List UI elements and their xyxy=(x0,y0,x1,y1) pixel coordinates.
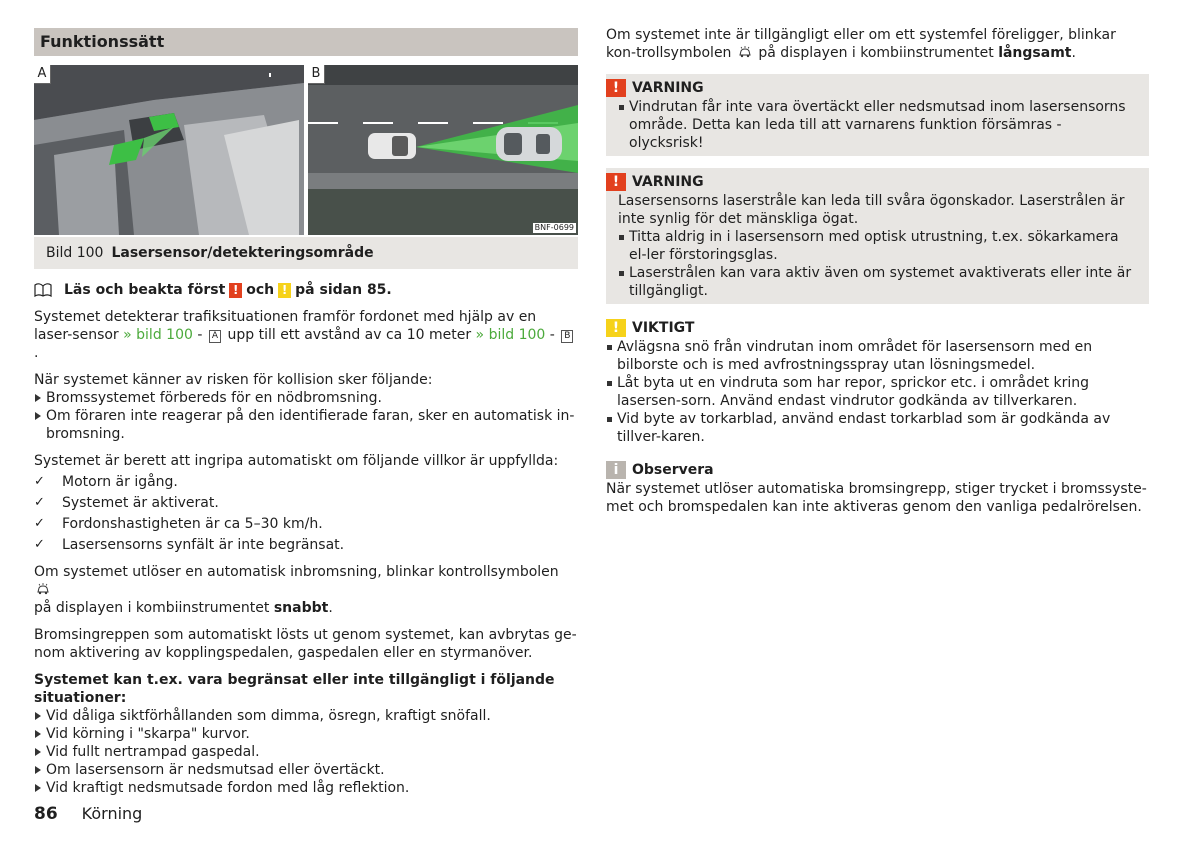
panel-label-a: A xyxy=(34,65,51,84)
check-icon: ✓ xyxy=(34,516,45,531)
list-item xyxy=(34,536,578,554)
p4-text-1: Om systemet utlöser en automatisk inbromsning, blinkar kontrollsymbolen xyxy=(34,564,559,580)
figure-caption xyxy=(34,237,578,269)
p4-bold: snabbt xyxy=(273,600,329,616)
list-item: Om föraren inte reagerar på den identifierade faran, sker en automatisk in-bromsning. xyxy=(34,407,578,443)
list-item: Titta aldrig in i lasersensorn med optisk utrustning, t.ex. sökarkamera el-ler förstoringsglas. xyxy=(618,228,1137,264)
list-item: Vindrutan får inte vara övertäckt eller nedsmutsad inom lasersensorns område. Detta kan leda till att varnarens funktion försämras - olycksrisk! xyxy=(618,98,1137,152)
read-first-note xyxy=(34,281,578,299)
note-header xyxy=(606,460,1149,480)
warning-lead: Lasersensorns laserstråle kan leda till svåra ögonskador. Laserstrålen är inte synlig för det mänskliga ögat. xyxy=(618,193,1125,227)
paragraph-slow-blink xyxy=(606,26,1149,62)
left-column xyxy=(34,28,578,797)
intro-bold: långsamt xyxy=(998,45,1072,61)
list-item: Bromssystemet förbereds för en nödbromsning. xyxy=(34,389,578,407)
important-list xyxy=(606,338,1149,446)
warning-header xyxy=(606,172,1137,192)
open-book-icon xyxy=(34,283,52,297)
intro-text-1: Om systemet inte är tillgängligt eller om ett systemfel föreligger, blinkar kon-trollsymbolen xyxy=(606,27,1116,61)
condition-text: Lasersensorns synfält är inte begränsat. xyxy=(62,537,345,553)
caption-title: Lasersensor/detekteringsområde xyxy=(111,245,374,261)
warning-list xyxy=(618,98,1137,152)
warning-box-1 xyxy=(606,74,1149,156)
list-item: Avlägsna snö från vindrutan inom området för lasersensorn med en bilborste och is med avfrostningsspray utan lösningsmedel. xyxy=(606,338,1149,374)
list-item: Om lasersensorn är nedsmutsad eller övertäckt. xyxy=(34,761,578,779)
detection-area-illustration xyxy=(308,65,578,235)
p4-text-3: . xyxy=(328,600,333,616)
list-item: Låt byta ut en vindruta som har repor, sprickor etc. i området kring lasersen-sorn. Använd endast vindrutor godkända av tillverkaren. xyxy=(606,374,1149,410)
key-label-b: B xyxy=(561,330,573,343)
check-icon: ✓ xyxy=(34,537,45,552)
important-icon: ! xyxy=(606,319,626,337)
intro-text-2: på displayen i kombiinstrumentet xyxy=(758,45,994,61)
warning-title: VARNING xyxy=(632,174,704,190)
warning-icon: ! xyxy=(606,173,626,191)
figure-code: BNF-0699 xyxy=(534,223,574,232)
list-item xyxy=(34,515,578,533)
check-icon: ✓ xyxy=(34,474,45,489)
caption-number: Bild 100 xyxy=(46,245,104,261)
chapter-name: Körning xyxy=(81,804,143,823)
figure-100 xyxy=(34,65,578,235)
list-item: Laserstrålen kan vara aktiv även om systemet avaktiverats eller inte är tillgängligt. xyxy=(618,264,1137,300)
paragraph-fast-blink xyxy=(34,563,578,617)
figure-link-2[interactable]: » bild 100 xyxy=(475,327,546,343)
key-label-a: A xyxy=(209,330,221,343)
warning-yellow-icon: ! xyxy=(278,283,291,298)
paragraph-detection xyxy=(34,308,578,362)
note-text: När systemet utlöser automatiska bromsingrepp, stiger trycket i bromssyste-met och bromspedalen kan inte aktiveras genom den vanliga pedalrörelsen. xyxy=(606,481,1147,515)
read-first-and: och xyxy=(246,282,275,298)
car-collision-warning-icon xyxy=(738,46,752,58)
list-item xyxy=(34,494,578,512)
condition-text: Fordonshastigheten är ca 5–30 km/h. xyxy=(62,516,323,532)
important-header xyxy=(606,318,1149,338)
info-icon: i xyxy=(606,461,626,479)
warning-red-icon: ! xyxy=(229,283,242,298)
warning-icon: ! xyxy=(606,79,626,97)
figure-panel-a xyxy=(34,65,304,235)
limitations-heading: Systemet kan t.ex. vara begränsat eller inte tillgängligt i följande situationer: xyxy=(34,672,555,706)
warning-header xyxy=(606,78,1137,98)
paragraph-collision-intro: När systemet känner av risken för kollision sker följande: xyxy=(34,372,433,388)
check-icon: ✓ xyxy=(34,495,45,510)
limitations-list xyxy=(34,707,578,797)
list-item: Vid körning i "skarpa" kurvor. xyxy=(34,725,578,743)
panel-label-b: B xyxy=(308,65,325,84)
intro-text-3: . xyxy=(1071,45,1076,61)
windshield-sensor-illustration xyxy=(34,65,304,235)
paragraph-conditions-intro: Systemet är berett att ingripa automatiskt om följande villkor är uppfyllda: xyxy=(34,453,559,469)
list-item: Vid byte av torkarblad, använd endast torkarblad som är godkända av tillver-karen. xyxy=(606,410,1149,446)
list-item: Vid kraftigt nedsmutsade fordon med låg reflektion. xyxy=(34,779,578,797)
warning-list xyxy=(618,228,1137,300)
paragraph-cancel-braking: Bromsingreppen som automatiskt lösts ut genom systemet, kan avbrytas ge-nom aktivering av kopplingspedalen, gaspedalen eller en styrmanöver. xyxy=(34,627,577,661)
important-title: VIKTIGT xyxy=(632,320,695,336)
list-item: Vid dåliga siktförhållanden som dimma, ösregn, kraftigt snöfall. xyxy=(34,707,578,725)
p1-text-2: upp till ett avstånd av ca 10 meter xyxy=(227,327,472,343)
p1-text-1: Systemet detekterar trafiksituationen framför fordonet med hjälp av en laser-sensor xyxy=(34,309,537,343)
p1-text-3: . xyxy=(34,345,39,361)
condition-text: Motorn är igång. xyxy=(62,474,178,490)
right-column xyxy=(606,26,1149,516)
warning-title: VARNING xyxy=(632,80,704,96)
collision-steps-list xyxy=(34,389,578,443)
list-item: Vid fullt nertrampad gaspedal. xyxy=(34,743,578,761)
figure-link-1[interactable]: » bild 100 xyxy=(123,327,193,343)
car-collision-warning-icon xyxy=(36,583,50,595)
read-first-text: Läs och beakta först xyxy=(64,282,226,298)
page-number: 86 xyxy=(34,804,58,824)
note-title: Observera xyxy=(632,462,714,478)
page-footer xyxy=(34,805,142,823)
p1-sep-2: - xyxy=(549,327,555,343)
p1-sep-1: - xyxy=(197,327,203,343)
p4-text-2: på displayen i kombiinstrumentet xyxy=(34,600,270,616)
figure-panel-b xyxy=(308,65,578,235)
condition-text: Systemet är aktiverat. xyxy=(62,495,219,511)
read-first-page-ref: på sidan 85. xyxy=(295,282,392,298)
section-title: Funktionssätt xyxy=(34,28,578,56)
conditions-list xyxy=(34,473,578,554)
list-item xyxy=(34,473,578,491)
warning-box-2 xyxy=(606,168,1149,304)
